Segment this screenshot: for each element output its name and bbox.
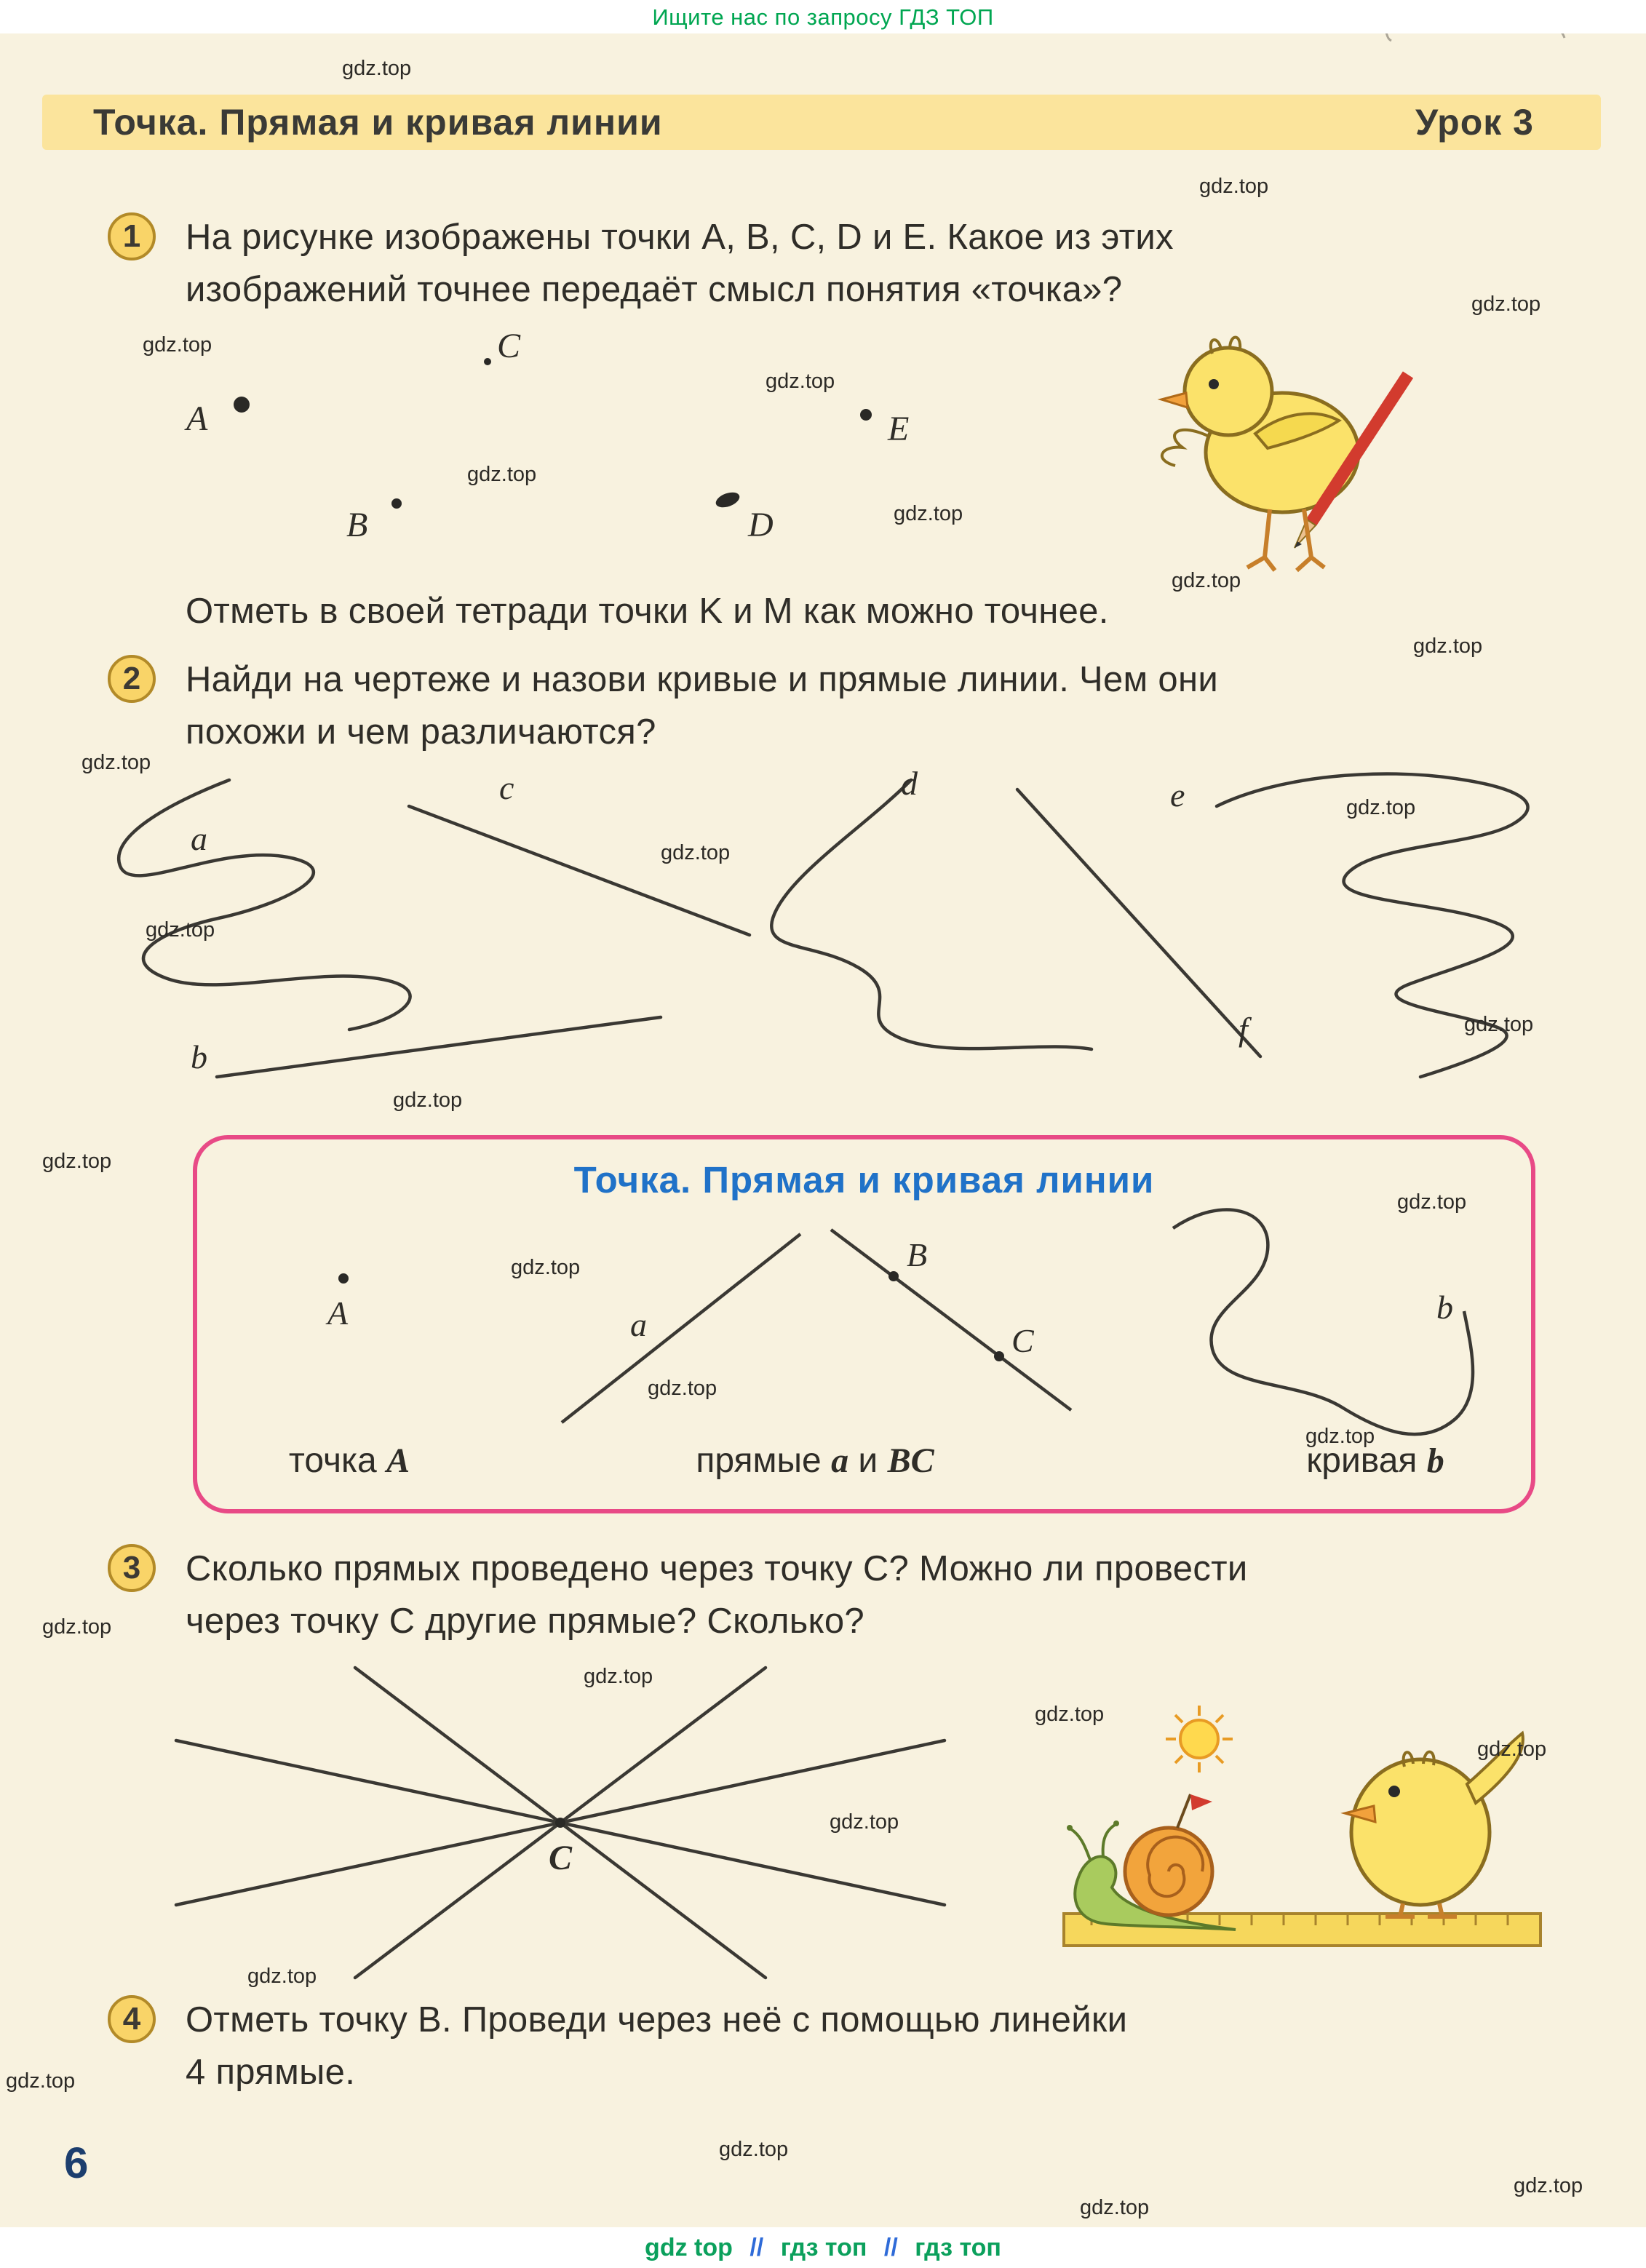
page-number: 6 <box>64 2138 89 2187</box>
box-label-a: a <box>630 1306 647 1343</box>
watermark: gdz.top <box>766 370 835 393</box>
watermark: gdz.top <box>894 502 963 525</box>
caption-curve-b <box>1230 1441 1521 1481</box>
bottom-margin-strip <box>0 2227 1646 2268</box>
watermark: gdz.top <box>393 1089 463 1112</box>
watermark: gdz.top <box>143 333 212 357</box>
watermark: gdz.top <box>719 2138 789 2161</box>
caption-lines-a-BC <box>640 1441 990 1481</box>
point-label-C: C <box>497 327 521 365</box>
line-label-c: c <box>499 769 514 806</box>
watermark: gdz.top <box>1172 569 1241 592</box>
watermark: gdz.top <box>6 2069 76 2093</box>
task3-label-C: C <box>549 1839 573 1877</box>
line-label-e: e <box>1170 776 1185 813</box>
task4-text-line2: 4 прямые. <box>186 2053 356 2092</box>
definition-box-title: Точка. Прямая и кривая линии <box>573 1159 1155 1201</box>
watermark: gdz.top <box>146 918 215 942</box>
footer-link-gdz-top[interactable]: gdz top <box>645 2234 733 2261</box>
line-label-f: f <box>1239 1011 1248 1048</box>
caption-letter: a <box>831 1441 849 1480</box>
line-label-a: a <box>191 820 207 857</box>
point-label-D: D <box>748 506 774 544</box>
point-B-dot <box>391 498 402 509</box>
watermark: gdz.top <box>1464 1013 1534 1036</box>
task1-text-line1: На рисунке изображены точки A, B, C, D и E. Какое из этих <box>186 218 1174 257</box>
footer-separator: // <box>750 2234 764 2261</box>
chick-beak <box>1161 393 1188 407</box>
snail-eyestalks <box>1071 1825 1115 1860</box>
caption-letter: b <box>1426 1441 1444 1480</box>
task2-lines-drawing <box>119 773 1527 1077</box>
watermark: gdz.top <box>1397 1190 1467 1214</box>
footer-links <box>0 2234 1646 2262</box>
line-label-d: d <box>901 765 918 802</box>
footer-separator: // <box>883 2234 898 2261</box>
caption-word: прямые <box>696 1441 822 1480</box>
watermark: gdz.top <box>1199 175 1269 198</box>
watermark: gdz.top <box>467 463 537 486</box>
chick-eye <box>1209 379 1219 389</box>
footer-link-gdz-top-ru[interactable]: гдз топ <box>780 2234 867 2261</box>
promo-banner-text: Ищите нас по запросу ГДЗ ТОП <box>652 4 994 30</box>
line-label-b: b <box>191 1038 207 1075</box>
snail-and-chick-illustration <box>1064 1706 1540 1946</box>
task4-text-line1: Отметь точку B. Проведи через неё с помощью линейки <box>186 2000 1128 2040</box>
chick-tail <box>1162 430 1209 466</box>
watermark: gdz.top <box>1346 796 1416 819</box>
watermark: gdz.top <box>1471 293 1541 316</box>
watermark: gdz.top <box>1035 1703 1105 1726</box>
shell-flag-pole <box>1177 1794 1190 1828</box>
caption-word: точка <box>288 1441 377 1480</box>
point-A-dot <box>234 397 250 413</box>
watermark: gdz.top <box>81 751 151 774</box>
footer-link-gdz-top-ru2[interactable]: гдз топ <box>915 2234 1001 2261</box>
watermark: gdz.top <box>661 841 731 864</box>
watermark: gdz.top <box>830 1810 899 1834</box>
task2-text-line1: Найди на чертеже и назови кривые и прямые линии. Чем они <box>186 660 1219 699</box>
point-C-dot <box>484 358 491 365</box>
top-margin-strip <box>0 0 1646 33</box>
box-label-b: b <box>1436 1289 1453 1326</box>
line-c <box>409 806 750 935</box>
snail-eye-right <box>1113 1821 1119 1826</box>
watermark: gdz.top <box>42 1150 112 1173</box>
point-label-E: E <box>888 410 910 448</box>
point-D-blob <box>714 490 742 511</box>
lesson-number: Урок 3 <box>1415 102 1534 143</box>
chick-with-pencil-illustration <box>1161 338 1408 571</box>
task2-number: 2 <box>108 655 156 703</box>
task3-point-C-dot <box>555 1818 565 1828</box>
task1-text-line2: изображений точнее передаёт смысл понятия «точка»? <box>186 270 1123 309</box>
task1-number: 1 <box>108 212 156 260</box>
watermark: gdz.top <box>511 1256 581 1279</box>
point-label-B: B <box>346 506 368 544</box>
box-label-C: C <box>1011 1322 1034 1359</box>
watermark: gdz.top <box>247 1965 317 1988</box>
watermark: gdz.top <box>1514 2174 1583 2197</box>
task3-text-line1: Сколько прямых проведено через точку C? Можно ли провести <box>186 1549 1248 1588</box>
point-label-A: A <box>186 399 208 438</box>
task3-text-line2: через точку C другие прямые? Сколько? <box>186 1601 864 1641</box>
caption-letter: BC <box>887 1441 934 1480</box>
sun-icon <box>1180 1720 1218 1758</box>
chick2-eye <box>1388 1786 1400 1797</box>
shell-flag <box>1190 1794 1212 1810</box>
watermark: gdz.top <box>1477 1738 1547 1761</box>
watermark: gdz.top <box>42 1615 112 1639</box>
caption-letter: A <box>386 1441 410 1480</box>
curve-a <box>119 780 410 1030</box>
caption-point-A <box>233 1441 466 1481</box>
line-f <box>1017 789 1260 1057</box>
watermark: gdz.top <box>1413 634 1483 658</box>
box-label-A: A <box>327 1294 349 1332</box>
box-label-B: B <box>907 1236 928 1273</box>
watermark: gdz.top <box>1305 1425 1375 1448</box>
task2-text-line2: похожи и чем различаются? <box>186 712 656 752</box>
line-b <box>217 1017 661 1077</box>
caption-word: кривая <box>1306 1441 1418 1480</box>
watermark: gdz.top <box>584 1665 653 1688</box>
watermark: gdz.top <box>648 1377 717 1400</box>
task1-followup: Отметь в своей тетради точки K и M как можно точнее. <box>186 592 1109 631</box>
lesson-title: Точка. Прямая и кривая линии <box>93 102 663 143</box>
snail-eye-left <box>1067 1825 1073 1831</box>
task4-number: 4 <box>108 1995 156 2043</box>
point-E-dot <box>860 409 872 421</box>
watermark: gdz.top <box>1080 2196 1150 2219</box>
caption-conjunction: и <box>858 1441 878 1480</box>
task3-number: 3 <box>108 1544 156 1592</box>
watermark: gdz.top <box>342 57 412 80</box>
chick-head <box>1185 348 1272 435</box>
